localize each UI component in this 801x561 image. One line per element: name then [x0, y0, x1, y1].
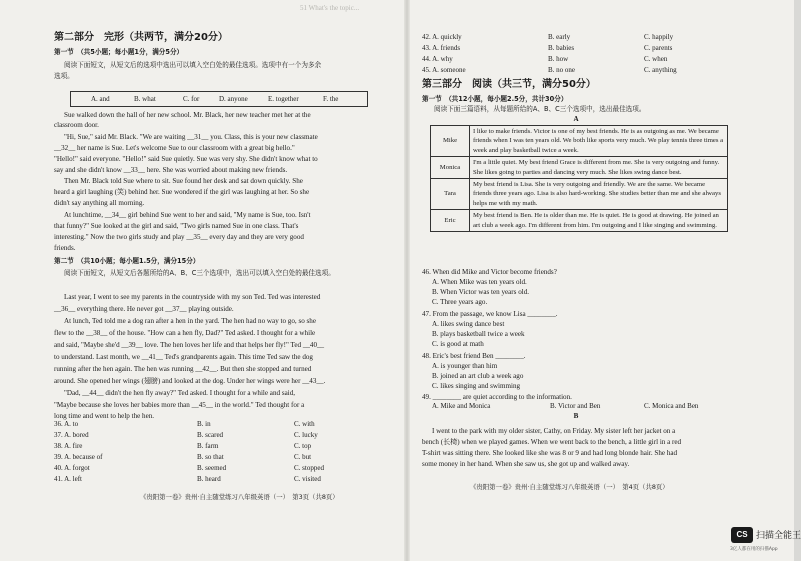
answer-option: B. joined an art club a week ago — [432, 372, 524, 380]
person-name: Mike — [431, 126, 470, 157]
passage-line: and said, "Maybe she'd __39__ love. The hen loves her life and that helps her fly!" Ted __40__ — [54, 341, 325, 349]
passage-line: say and she didn't know __33__ here. She was worried about making new friends. — [54, 166, 288, 174]
answer-option: A. is younger than him — [432, 362, 498, 370]
person-description: My best friend is Ben. He is older than me. He is quiet. He is good at drawing. He joined an art club a week ago. I'm different from him. I'm outgoing and I like singing and swimming. — [470, 210, 728, 232]
answer-option: B. When Victor was ten years old. — [432, 288, 530, 296]
passage-line: long time and went to help the hen. — [54, 412, 155, 420]
option-a: 41. A. left — [54, 475, 82, 483]
section-one-title: 第一节 （共5小题；每小题1分，满分5分） — [54, 48, 184, 56]
page-footer: 《贵阳第一卷》贵州·自主随堂练习八年级英语（一） 第3页（共8页） — [140, 493, 339, 501]
option-b: B. no one — [548, 66, 576, 74]
passage-line: "Dad, __44__ didn't the hen fly away?" Ted asked. I thought for a while and said, — [64, 389, 296, 397]
option-b: B. scared — [197, 431, 224, 439]
question-line: 48. Eric's best friend Ben ________. — [422, 352, 526, 360]
passage-line: "Hi, Sue," said Mr. Black. "We are waiting __31__ you. Class, this is your new classmate — [64, 133, 318, 141]
option-c: C. stopped — [294, 464, 324, 472]
word-option: D. anyone — [219, 95, 248, 103]
passage-line: Sue walked down the hall of her new school. Mr. Black, her new teacher met her at the — [64, 111, 311, 119]
option-a: 44. A. why — [422, 55, 453, 63]
camscanner-logo: CS — [731, 527, 753, 543]
option-b: B. early — [548, 33, 571, 41]
right-page — [422, 0, 730, 561]
passage-line: that funny?" Sue looked at the girl and said, "Two girls named Sue in one class. That's — [54, 222, 299, 230]
word-option: E. together — [268, 95, 299, 103]
passage-line: some money in her hand. When she saw us, she got up and walked away. — [422, 460, 630, 468]
option-b: B. heard — [197, 475, 221, 483]
table-row — [431, 179, 728, 210]
option-b: B. Victor and Ben — [550, 402, 601, 410]
part-two-title: 第二部分 完形（共两节，满分20分） — [54, 32, 228, 43]
passage-line: around. She opened her wings (翅膀) and looked at the dog. Under her wings were her __43__. — [54, 377, 326, 385]
question-line: 46. When did Mike and Victor become friends? — [422, 268, 557, 276]
passage-line: I went to the park with my older sister, Cathy, on Friday. My sister left her jacket on a — [432, 427, 676, 435]
option-a: 38. A. fire — [54, 442, 83, 450]
reading-instruction: 阅读下面三篇语料，从每题所给的A、B、C三个选项中，选出最佳选项。 — [434, 105, 646, 113]
option-c: C. anything — [644, 66, 677, 74]
person-description: My best friend is Lisa. She is very outgoing and friendly. We are the same. We became friends three years ago. Lisa is also hard-working. She studies better than me and she always helps me with my math. — [470, 179, 728, 210]
answer-option: C. is good at math — [432, 340, 484, 348]
passage-line: "Maybe because she loves her babies more than __45__ in the world." Ted thought for a — [54, 401, 305, 409]
passage-line: interesting." Now the two girls study and play __35__ every day and they are very good — [54, 233, 304, 241]
option-c: C. visited — [294, 475, 321, 483]
answer-option: A. When Mike was ten years old. — [432, 278, 527, 286]
answer-option: C. Three years ago. — [432, 298, 488, 306]
left-page — [54, 0, 388, 561]
reading-section-title: 第一节 （共12小题，每小题2.5分，共计30分） — [422, 95, 568, 103]
option-b: B. how — [548, 55, 569, 63]
option-c: C. but — [294, 453, 312, 461]
passage-line: classroom door. — [54, 121, 99, 129]
option-a: 37. A. bored — [54, 431, 89, 439]
passage-line: __36__ everything there. He never got __37__ playing outside. — [54, 305, 234, 313]
table-row — [431, 126, 728, 157]
option-a: 36. A. to — [54, 420, 79, 428]
word-box — [70, 91, 368, 107]
section-one-instruction: 阅读下面短文，从短文后的选项中选出可以填入空白处的最佳选项。选项中有一个为多余 — [64, 61, 322, 69]
option-c: C. with — [294, 420, 315, 428]
question-line: 47. From the passage, we know Lisa ________. — [422, 310, 558, 318]
option-c: C. parents — [644, 44, 673, 52]
option-a: 42. A. quickly — [422, 33, 462, 41]
section-two-instruction: 阅读下面短文，从短文后各题所给的A、B、C三个选项中，选出可以填入空白处的最佳选项。 — [64, 269, 335, 277]
passage-line: bench (长椅) when we played games. When we went back to the bench, a little girl in a red — [422, 438, 682, 446]
person-description: I'm a little quiet. My best friend Grace is different from me. She is very outgoing and funny. She likes going to parties and dancing very much. She likes swing dance best. — [470, 157, 728, 179]
option-c: C. lucky — [294, 431, 318, 439]
option-b: B. in — [197, 420, 211, 428]
question-line: 49. ________ are quiet according to the information. — [422, 393, 572, 401]
option-c: C. happily — [644, 33, 674, 41]
answer-option: A. likes swing dance best — [432, 320, 505, 328]
page-fold — [404, 0, 410, 561]
option-a: A. Mike and Monica — [432, 402, 491, 410]
passage-line: to understand. Last month, we __41__ Ted's grandparents again. This time Ted saw the dog — [54, 353, 313, 361]
page-footer: 《贵阳第一卷》贵州·自主随堂练习八年级英语（一） 第4页（共8页） — [470, 483, 669, 491]
passage-line: friends. — [54, 244, 76, 252]
option-a: 39. A. because of — [54, 453, 103, 461]
passage-line: T-shirt was sitting there. She looked like she was 8 or 9 and had long blonde hair. She had — [422, 449, 678, 457]
option-b: B. seemed — [197, 464, 227, 472]
option-a: 45. A. someone — [422, 66, 466, 74]
option-c: C. when — [644, 55, 668, 63]
person-name: Eric — [431, 210, 470, 232]
passage-line: Last year, I went to see my parents in the countryside with my son Ted. Ted was interested — [64, 293, 321, 301]
section-one-instruction-cont: 选项。 — [54, 72, 74, 80]
passage-b-label: B — [573, 412, 579, 420]
passage-line: flew to the __38__ of the house. "How can a hen fly, Dad?" Ted asked. I thought for a while — [54, 329, 316, 337]
passage-line: "Hello!" said everyone. "Hello!" said Sue quietly. Sue was very shy. She didn't know what to — [54, 155, 318, 163]
person-description: I like to make friends. Victor is one of my best friends. He is as outgoing as me. We became friends when I was ten years old. We both like sports very much. We play tennis three times a week and play basketball twice a week. — [470, 126, 728, 157]
person-name: Monica — [431, 157, 470, 179]
passage-line: At lunch, Ted told me a dog ran after a hen in the yard. The hen had no way to go, so she — [64, 317, 316, 325]
word-option: B. what — [134, 95, 156, 103]
option-a: 40. A. forgot — [54, 464, 90, 472]
table-row — [431, 210, 728, 232]
option-b: B. farm — [197, 442, 219, 450]
answer-option: B. plays basketball twice a week — [432, 330, 525, 338]
passage-line: didn't say anything all morning. — [54, 199, 145, 207]
bleed-through-text: 51 What's the topic... — [300, 4, 360, 12]
passage-line: Then Mr. Black told Sue where to sit. Sue found her desk and sat down quickly. She — [64, 177, 303, 185]
table-row — [431, 157, 728, 179]
option-b: B. babies — [548, 44, 575, 52]
passage-line: running after the hen again. The hen was running __42__. But then she stopped and turned — [54, 365, 312, 373]
passage-line: __32__ her name is Sue. Let's welcome Sue to our classroom with a great big hello." — [54, 144, 295, 152]
passage-line: At lunchtime, __34__ girl behind Sue went to her and said, "My name is Sue, too. Isn't — [64, 211, 311, 219]
word-option: C. for — [183, 95, 200, 103]
option-c: C. Monica and Ben — [644, 402, 699, 410]
option-c: C. top — [294, 442, 312, 450]
passage-line: heard a girl laughing (笑) behind her. Sue wondered if the girl was laughing at her. So she — [54, 188, 310, 196]
friends-table — [430, 125, 728, 232]
answer-option: C. likes singing and swimming — [432, 382, 521, 390]
option-b: B. so that — [197, 453, 224, 461]
watermark-tagline: 3亿人都在用的扫描App — [730, 547, 778, 552]
part-three-title: 第三部分 阅读（共三节，满分50分） — [422, 79, 596, 90]
watermark-name: 扫描全能王 — [756, 531, 801, 541]
passage-a-label: A — [573, 115, 579, 123]
option-a: 43. A. friends — [422, 44, 461, 52]
word-option: A. and — [91, 95, 110, 103]
section-two-title: 第二节 （共10小题；每小题1.5分，满分15分） — [54, 257, 200, 265]
person-name: Tara — [431, 179, 470, 210]
word-option: F. the — [323, 95, 339, 103]
